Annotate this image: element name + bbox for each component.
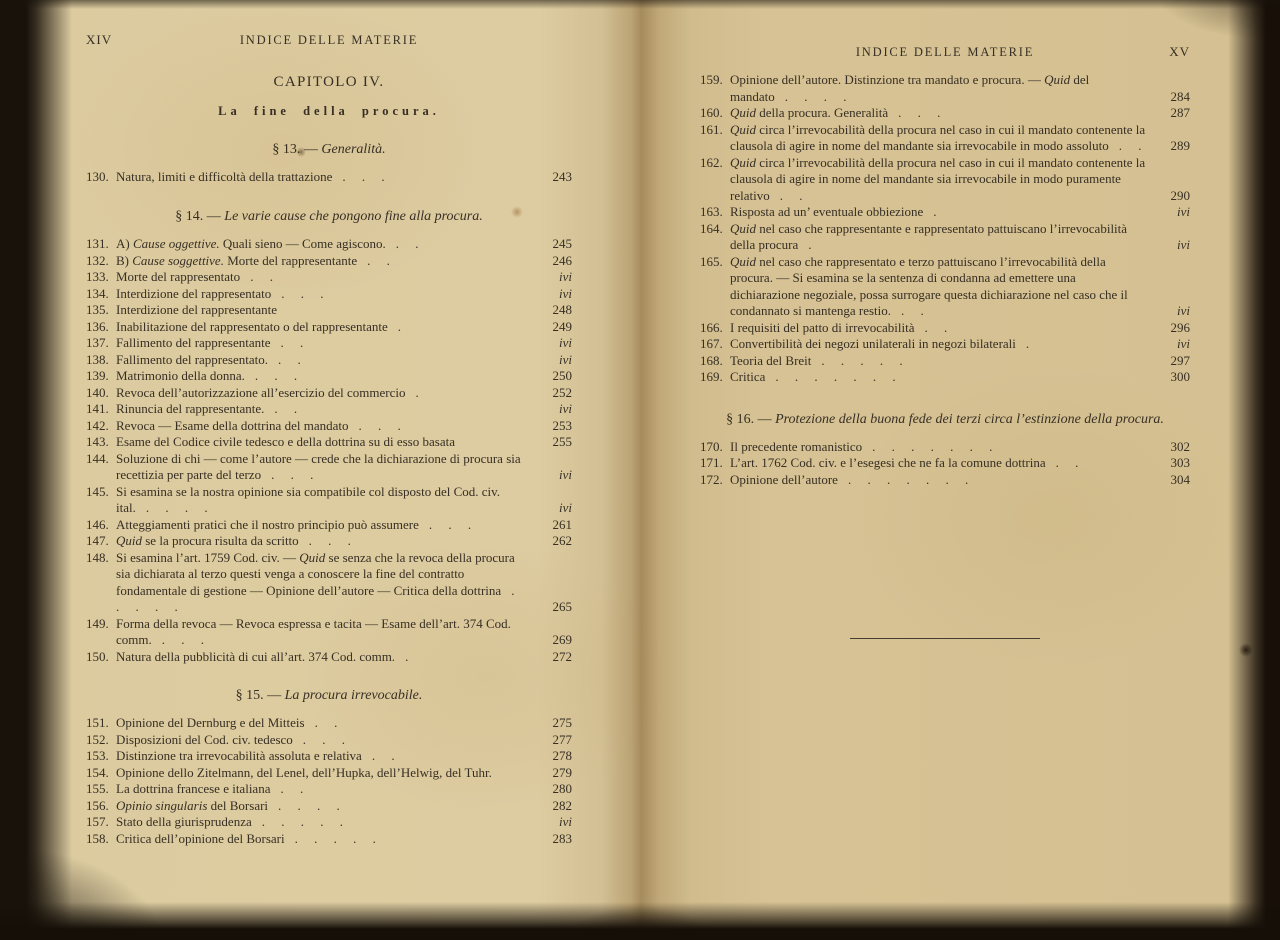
leader-dots: . . xyxy=(277,351,301,367)
entry-page-ref: 265 xyxy=(552,599,572,615)
toc-entry xyxy=(700,320,1190,337)
toc-entry xyxy=(86,814,572,831)
toc-entry xyxy=(86,484,572,517)
leader-dots: . . . . . . . xyxy=(775,369,896,384)
toc-entry xyxy=(700,369,1190,386)
entry-page-ref: 246 xyxy=(552,252,572,268)
leader-dots: . . . . xyxy=(145,500,208,516)
chapter-subtitle: La fine della procura. xyxy=(218,104,440,118)
toc-entry xyxy=(700,105,1190,122)
entry-number: 142. xyxy=(86,417,109,433)
entry-text: 153. Distinzione tra irrevocabilità assoluta e relativa . . xyxy=(86,748,395,764)
section-13 xyxy=(86,140,572,186)
entry-page-ref: 277 xyxy=(552,731,572,747)
section-15-title: La procura irrevocabile. xyxy=(284,688,423,704)
entry-number: 161. xyxy=(700,121,723,137)
entry-number: 146. xyxy=(86,516,109,532)
entry-text: 145. Si esamina se la nostra opinione sia compatibile col disposto del Cod. civ. ital. . . . . xyxy=(86,483,501,516)
toc-entry xyxy=(700,455,1190,472)
section-14-heading xyxy=(86,207,572,227)
leader-dots: . xyxy=(808,237,812,252)
leader-dots: . . . . . xyxy=(821,352,903,368)
entry-page-ref: 255 xyxy=(552,434,572,450)
entry-text: 169. Critica . . . . . . . xyxy=(700,369,896,384)
entry-text: 155. La dottrina francese e italiana . . xyxy=(86,781,304,797)
entry-text: 134. Interdizione del rappresentato . . . xyxy=(86,285,324,301)
toc-entry xyxy=(86,550,572,616)
entry-page-ref: ivi xyxy=(1177,204,1190,219)
toc-entry xyxy=(86,715,572,732)
entry-number: 154. xyxy=(86,764,109,780)
entry-number: 144. xyxy=(86,450,109,466)
toc-entry xyxy=(86,781,572,798)
toc-entry xyxy=(86,649,572,666)
entry-page-ref: ivi xyxy=(559,467,572,483)
entry-page-ref: 287 xyxy=(1170,105,1190,120)
left-page xyxy=(86,32,572,847)
entry-page-ref: 280 xyxy=(552,781,572,797)
entry-text: 131. A) Cause oggettive. Quali sieno — Come agiscono. . . xyxy=(86,236,419,252)
entry-text: 159. Opinione dell’autore. Distinzione tra mandato e procura. — Quid del mandato . . . . xyxy=(700,72,1090,104)
toc-entry xyxy=(86,269,572,286)
leader-dots: . . xyxy=(1055,455,1079,471)
entry-text: 140. Revoca dell’autorizzazione all’esercizio del commercio . xyxy=(86,384,419,400)
entry-page-ref: 278 xyxy=(552,748,572,764)
right-page xyxy=(700,44,1190,639)
entry-text: 163. Risposta ad un’ eventuale obbiezione . xyxy=(700,204,937,219)
leader-dots: . . . xyxy=(281,285,324,301)
entry-page-ref: 252 xyxy=(552,384,572,400)
toc-entry xyxy=(86,352,572,369)
toc-entry xyxy=(700,122,1190,155)
entry-page-ref: 248 xyxy=(552,302,572,318)
entry-text: 148. Si esamina l’art. 1759 Cod. civ. — Quid se senza che la revoca della procura sia dichiarata al terzo questi venga a conoscere la fine del contratto fondamentale di gestione — Opinione dell’autore — Critica della dottrina . . . . . xyxy=(86,549,515,615)
leader-dots: . . xyxy=(367,252,390,268)
entry-page-ref: 290 xyxy=(1170,187,1190,203)
toc-entry xyxy=(86,335,572,352)
entry-page-ref: ivi xyxy=(1177,336,1190,351)
entry-number: 169. xyxy=(700,369,723,384)
toc-entry xyxy=(86,302,572,319)
section-13-entries xyxy=(86,169,572,186)
entry-text: 130. Natura, limiti e difficoltà della trattazione . . . xyxy=(86,169,385,185)
entry-number: 166. xyxy=(700,319,723,335)
left-page-number: XIV xyxy=(86,32,113,47)
leader-dots: . . xyxy=(901,303,924,318)
entry-number: 171. xyxy=(700,455,723,471)
chapter-heading: CAPITOLO IV. xyxy=(273,74,385,90)
toc-entry xyxy=(86,517,572,534)
toc-entry xyxy=(86,385,572,402)
entry-text: 166. I requisiti del patto di irrevocabilità . . xyxy=(700,319,948,335)
entry-page-ref: ivi xyxy=(1177,237,1190,252)
leader-dots: . xyxy=(405,648,409,664)
right-page-header xyxy=(700,44,1190,60)
section-15-prefix: § 15. — xyxy=(235,688,285,704)
leader-dots: . . xyxy=(280,781,304,797)
entry-page-ref: ivi xyxy=(559,285,572,301)
entry-text: 171. L’art. 1762 Cod. civ. e l’esegesi che ne fa la comune dottrina . . xyxy=(700,455,1079,471)
left-page-header xyxy=(86,32,572,48)
entry-page-ref: 302 xyxy=(1170,438,1190,454)
entry-page-ref: 250 xyxy=(552,368,572,384)
left-running-title: INDICE DELLE MATERIE xyxy=(239,33,419,47)
section-14-title: Le varie cause che pongono fine alla procura. xyxy=(224,208,483,224)
leader-dots: . . . xyxy=(342,169,385,185)
entry-number: 141. xyxy=(86,401,109,417)
entry-text: 133. Morte del rappresentato . . xyxy=(86,269,273,285)
entry-page-ref: 261 xyxy=(552,516,572,532)
section-16-prefix: § 16. — xyxy=(726,411,776,427)
entry-number: 157. xyxy=(86,814,109,830)
entry-number: 132. xyxy=(86,252,109,268)
entry-page-ref: 300 xyxy=(1170,369,1190,384)
leader-dots: . . . . . xyxy=(294,830,376,846)
section-13-title: Generalità. xyxy=(321,142,386,157)
entry-text: 150. Natura della pubblicità di cui all’art. 374 Cod. comm. . xyxy=(86,648,409,664)
entry-page-ref: ivi xyxy=(559,269,572,285)
section-15-heading xyxy=(86,686,572,706)
entry-text: 138. Fallimento del rappresentato. . . xyxy=(86,351,301,367)
entry-text: 143. Esame del Codice civile tedesco e della dottrina su di esso basata xyxy=(86,434,455,450)
entry-page-ref: 249 xyxy=(552,318,572,334)
leader-dots: . . . . . xyxy=(116,582,515,615)
entry-text: 160. Quid della procura. Generalità . . . xyxy=(700,105,941,120)
leader-dots: . . xyxy=(1118,138,1142,153)
entry-page-ref: ivi xyxy=(559,335,572,351)
toc-entry xyxy=(700,472,1190,489)
section-16-entries xyxy=(700,439,1190,489)
entry-page-ref: 269 xyxy=(552,632,572,648)
entry-number: 148. xyxy=(86,549,109,565)
leader-dots: . . . . . . . xyxy=(872,438,993,454)
entry-text: 164. Quid nel caso che rappresentante e rappresentato pattuiscano l’irrevocabilità della procura . xyxy=(700,220,1128,252)
entry-page-ref: ivi xyxy=(559,401,572,417)
toc-entry xyxy=(86,434,572,451)
leader-dots: . . . . . xyxy=(261,814,343,830)
leader-dots: . . xyxy=(395,236,419,252)
entry-page-ref: 272 xyxy=(552,648,572,664)
toc-entry xyxy=(86,368,572,385)
entry-number: 149. xyxy=(86,615,109,631)
entry-text: 170. Il precedente romanistico . . . . . . . xyxy=(700,438,993,454)
entry-text: 149. Forma della revoca — Revoca espressa e tacita — Esame dell’art. 374 Cod. comm. . . . xyxy=(86,615,511,648)
toc-entry xyxy=(86,253,572,270)
toc-entry xyxy=(700,204,1190,221)
leader-dots: . . xyxy=(371,748,395,764)
toc-entry xyxy=(86,169,572,186)
entry-page-ref: 253 xyxy=(552,417,572,433)
entry-number: 165. xyxy=(700,253,723,269)
toc-entry xyxy=(700,336,1190,353)
entry-page-ref: 282 xyxy=(552,797,572,813)
leader-dots: . . xyxy=(314,715,338,731)
entry-page-ref: 262 xyxy=(552,533,572,549)
entry-page-ref: 243 xyxy=(552,169,572,185)
entry-number: 167. xyxy=(700,336,723,351)
entry-text: 132. B) Cause soggettive. Morte del rappresentante . . xyxy=(86,252,390,268)
toc-entry xyxy=(86,236,572,253)
toc-entry xyxy=(86,533,572,550)
toc-entry xyxy=(86,616,572,649)
entry-number: 135. xyxy=(86,302,109,318)
toc-entry xyxy=(700,439,1190,456)
entry-text: 136. Inabilitazione del rappresentato o del rappresentante . xyxy=(86,318,402,334)
leader-dots: . . . . xyxy=(784,88,847,104)
leader-dots: . . xyxy=(280,335,304,351)
entry-number: 158. xyxy=(86,830,109,846)
entry-number: 131. xyxy=(86,236,109,252)
entry-number: 152. xyxy=(86,731,109,747)
section-16 xyxy=(700,410,1190,489)
toc-entry xyxy=(700,72,1190,105)
toc-entry xyxy=(86,748,572,765)
entry-text: 152. Disposizioni del Cod. civ. tedesco . . . xyxy=(86,731,346,747)
toc-entry xyxy=(86,831,572,848)
entry-page-ref: 284 xyxy=(1170,88,1190,104)
entry-page-ref: ivi xyxy=(559,351,572,367)
section-16-heading xyxy=(700,410,1190,430)
entry-number: 139. xyxy=(86,368,109,384)
leader-dots: . . . xyxy=(358,417,401,433)
entry-number: 155. xyxy=(86,781,109,797)
leader-dots: . . . . . . . xyxy=(847,471,969,487)
leader-dots: . xyxy=(1025,336,1030,351)
toc-entry xyxy=(86,451,572,484)
section-14-entries xyxy=(86,236,572,665)
entry-number: 156. xyxy=(86,797,109,813)
toc-entry xyxy=(700,155,1190,205)
entry-page-ref: 279 xyxy=(552,764,572,780)
entry-text: 156. Opinio singularis del Borsari . . . . xyxy=(86,797,340,813)
entry-text: 167. Convertibilità dei negozi unilaterali in negozi bilaterali . xyxy=(700,336,1030,351)
entry-text: 161. Quid circa l’irrevocabilità della procura nel caso in cui il mandato contenente la clausola di agire in nome del mandante sia irrevocabile in modo assoluto . . xyxy=(700,121,1146,153)
entry-number: 133. xyxy=(86,269,109,285)
entry-text: 151. Opinione del Dernburg e del Mitteis . . xyxy=(86,715,338,731)
entry-number: 143. xyxy=(86,434,109,450)
toc-entry xyxy=(700,254,1190,320)
entry-text: 141. Rinuncia del rappresentante. . . xyxy=(86,401,298,417)
entry-text: 144. Soluzione di chi — come l’autore — crede che la dichiarazione di procura sia recettizia per parte del terzo . . . xyxy=(86,450,521,483)
section-15 xyxy=(86,686,572,847)
entry-text: 146. Atteggiamenti pratici che il nostro principio può assumere . . . xyxy=(86,516,472,532)
toc-entry xyxy=(700,221,1190,254)
entry-page-ref: ivi xyxy=(559,500,572,516)
entry-number: 164. xyxy=(700,220,723,236)
toc-entry xyxy=(86,798,572,815)
entry-page-ref: 283 xyxy=(552,830,572,846)
section-16-title: Protezione della buona fede dei terzi circa l’estinzione della procura. xyxy=(775,411,1164,427)
entry-number: 130. xyxy=(86,169,109,185)
entry-text: 158. Critica dell’opinione del Borsari . . . . . xyxy=(86,830,376,846)
entry-page-ref: 245 xyxy=(552,236,572,252)
section-15-continued xyxy=(700,72,1190,386)
toc-entry xyxy=(86,401,572,418)
entry-number: 136. xyxy=(86,318,109,334)
entry-text: 172. Opinione dell’autore . . . . . . . xyxy=(700,471,969,487)
entry-page-ref: 296 xyxy=(1170,319,1190,335)
entry-text: 168. Teoria del Breit . . . . . xyxy=(700,352,903,368)
entry-page-ref: ivi xyxy=(559,814,572,830)
leader-dots: . . xyxy=(274,401,298,417)
section-14-prefix: § 14. — xyxy=(175,208,225,224)
entry-number: 160. xyxy=(700,105,723,120)
entry-text: 154. Opinione dello Zitelmann, del Lenel, dell’Hupka, dell’Helwig, del Tuhr. xyxy=(86,764,492,780)
section-13-prefix: § 13. — xyxy=(272,142,322,157)
leader-dots: . xyxy=(397,318,402,334)
entry-number: 170. xyxy=(700,438,723,454)
entry-number: 163. xyxy=(700,204,723,219)
entry-number: 153. xyxy=(86,748,109,764)
entry-number: 134. xyxy=(86,285,109,301)
right-page-number: XV xyxy=(1169,44,1190,59)
toc-entry xyxy=(700,353,1190,370)
toc-entry xyxy=(86,765,572,782)
entry-number: 151. xyxy=(86,715,109,731)
entry-number: 172. xyxy=(700,471,723,487)
section-15-entries xyxy=(86,715,572,847)
toc-entry xyxy=(86,418,572,435)
leader-dots: . . . xyxy=(254,368,298,384)
entry-text: 142. Revoca — Esame della dottrina del mandato . . . xyxy=(86,417,401,433)
entry-number: 140. xyxy=(86,384,109,400)
leader-dots: . . . xyxy=(308,533,351,549)
entry-text: 137. Fallimento del rappresentante . . xyxy=(86,335,304,351)
entry-text: 135. Interdizione del rappresentante xyxy=(86,302,277,318)
entry-page-ref: 304 xyxy=(1170,471,1190,487)
section-14 xyxy=(86,207,572,665)
entry-page-ref: 303 xyxy=(1170,455,1190,471)
entry-number: 138. xyxy=(86,351,109,367)
entry-number: 137. xyxy=(86,335,109,351)
leader-dots: . xyxy=(415,384,419,400)
leader-dots: . . xyxy=(924,319,948,335)
entry-text: 147. Quid se la procura risulta da scritto . . . xyxy=(86,533,351,549)
entry-number: 145. xyxy=(86,483,109,499)
leader-dots: . . . . xyxy=(278,797,340,813)
entry-page-ref: ivi xyxy=(1177,303,1190,318)
entry-text: 162. Quid circa l’irrevocabilità della procura nel caso in cui il mandato contenente la clausola di agire in nome del mandante sia irrevocabile in modo puramente relativo . . xyxy=(700,154,1146,203)
section-13-heading xyxy=(86,140,572,160)
leader-dots: . . . xyxy=(428,516,472,532)
toc-entry xyxy=(86,319,572,336)
section-divider xyxy=(850,638,1040,639)
toc-entry xyxy=(86,732,572,749)
section-15-continued-entries xyxy=(700,72,1190,386)
toc-entry xyxy=(86,286,572,303)
entry-number: 168. xyxy=(700,352,723,368)
leader-dots: . . xyxy=(779,187,803,203)
entry-page-ref: 275 xyxy=(552,715,572,731)
entry-number: 159. xyxy=(700,72,723,87)
entry-text: 165. Quid nel caso che rappresentato e terzo pattuiscano l’irrevocabilità della procura. — Si esamina se la sentenza di condanna ad emettere una dichiarazione negoziale, possa surrogare questa dichiarazione nel caso che il condannato si mantenga restio. . . xyxy=(700,253,1128,318)
right-running-title: INDICE DELLE MATERIE xyxy=(855,45,1035,59)
leader-dots: . xyxy=(933,204,937,219)
leader-dots: . . . xyxy=(898,105,941,120)
leader-dots: . . . xyxy=(161,632,204,648)
leader-dots: . . xyxy=(250,269,273,285)
leader-dots: . . . xyxy=(271,467,314,483)
entry-page-ref: 289 xyxy=(1170,138,1190,153)
entry-number: 147. xyxy=(86,533,109,549)
entry-text: 139. Matrimonio della donna. . . . xyxy=(86,368,298,384)
entry-page-ref: 297 xyxy=(1170,352,1190,368)
entry-text: 157. Stato della giurisprudenza . . . . . xyxy=(86,814,343,830)
leader-dots: . . . xyxy=(302,731,346,747)
entry-number: 162. xyxy=(700,154,723,170)
entry-number: 150. xyxy=(86,648,109,664)
